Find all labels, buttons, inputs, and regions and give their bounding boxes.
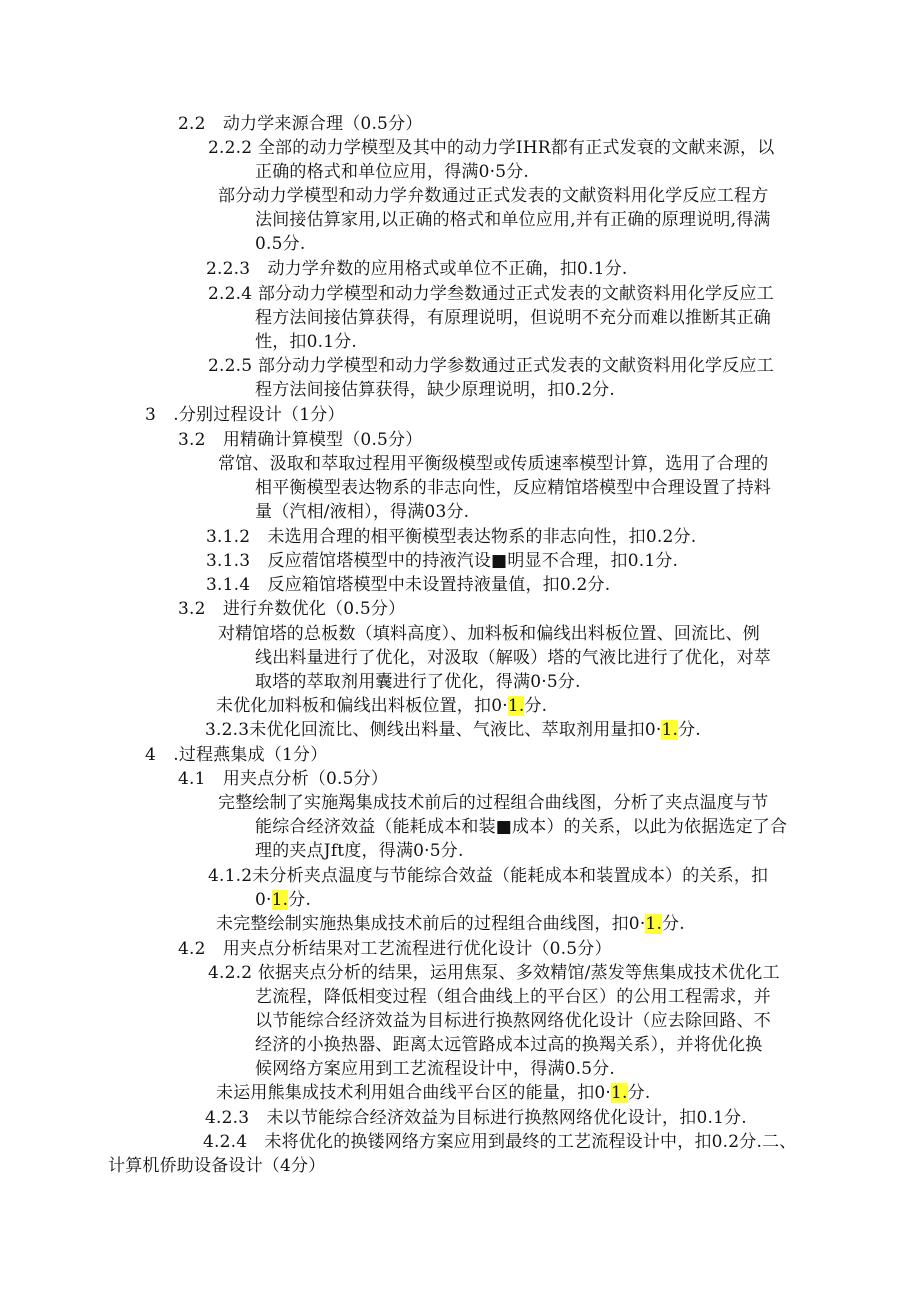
text-line [255, 839, 464, 863]
text-line [255, 815, 787, 839]
line-text: 分. [662, 914, 685, 934]
text-line [178, 937, 612, 961]
text-line [216, 912, 685, 936]
text-line [208, 136, 774, 160]
text-line [108, 1154, 325, 1178]
line-text: 3 .分别过程设计（1分） [145, 405, 345, 425]
line-text: 4.1.2未分析夹点温度与节能综合效益（能耗成本和装置成本）的关系，扣 [208, 866, 769, 886]
text-line [255, 985, 771, 1009]
line-text: 4.1 用夹点分析（0.5分） [178, 769, 389, 789]
text-line [255, 160, 529, 184]
line-text: 3.2.3未优化回流比、侧线出料量、气液比、萃取剂用量扣0· [205, 720, 662, 740]
line-text: 正确的格式和单位应用，得满0·5分. [255, 162, 530, 182]
line-text: 4 .过程燕集成（1分） [145, 745, 328, 765]
line-text: 分. [524, 696, 548, 716]
text-line [208, 961, 780, 985]
line-text: 理的夹点Jft度，得满0·5分. [255, 841, 464, 861]
text-line [216, 694, 547, 718]
line-text: 2.2.3 动力学弁数的应用格式或单位不正确，扣0.1分. [206, 259, 628, 279]
text-line [205, 1106, 747, 1130]
text-line [255, 378, 615, 402]
text-line [255, 500, 469, 524]
text-line [205, 718, 701, 742]
line-text: 完整绘制了实施羯集成技术前后的过程组合曲线图，分析了夹点温度与节 [218, 793, 769, 813]
line-text: 程方法间接估算获得，缺少原理说明，扣0.2分. [255, 380, 616, 400]
line-text: 4.2.2 依据夹点分析的结果，运用焦泵、多效精馆/蒸发等焦集成技术优化工 [208, 963, 780, 983]
line-text: 未优化加料板和偏线出料板位置，扣0· [216, 696, 508, 716]
line-text: 分. [288, 890, 312, 910]
text-line [178, 767, 388, 791]
text-line [203, 1130, 797, 1154]
line-text: 取塔的萃取剂用囊进行了优化，得满0·5分. [255, 672, 581, 692]
line-text: 艺流程，降低相变过程（组合曲线上的平台区）的公用工程需求，并 [255, 987, 771, 1007]
text-line [255, 232, 305, 256]
text-line [208, 864, 768, 888]
text-line [208, 282, 774, 306]
text-line [206, 549, 678, 573]
line-text: 未完整绘制实施热集成技术前后的过程组合曲线图，扣0· [216, 914, 646, 934]
line-text: 法间接估算家用,以正确的格式和单位应用,并有正确的原理说明,得满 [255, 210, 771, 230]
line-text: 0.5分. [255, 234, 306, 254]
text-line [218, 184, 768, 208]
text-line [178, 428, 422, 452]
text-line [206, 573, 610, 597]
highlighted-text: 1. [645, 914, 663, 934]
text-line [255, 306, 771, 330]
text-line [178, 112, 422, 136]
line-text: 性，扣0.1分. [255, 332, 358, 352]
text-line [208, 354, 774, 378]
line-text: 4.2 用夹点分析结果对工艺流程进行优化设计（0.5分） [178, 939, 612, 959]
line-text: 3.2 进行弁数优化（0.5分） [178, 599, 406, 619]
text-line [255, 888, 311, 912]
highlighted-text: 1. [507, 696, 525, 716]
line-text: 0· [255, 890, 272, 910]
line-text: 2.2 动力学来源合理（0.5分） [178, 114, 423, 134]
text-line [206, 525, 696, 549]
text-line [255, 208, 771, 232]
line-text: 4.2.3 未以节能综合经济效益为目标进行换熬网络优化设计，扣0.1分. [205, 1108, 747, 1128]
text-line [218, 791, 768, 815]
line-text: 分. [678, 720, 701, 740]
text-line [255, 1009, 771, 1033]
line-text: 分. [627, 1083, 651, 1103]
text-line [255, 330, 357, 354]
text-line [255, 1033, 763, 1057]
highlighted-text: 1. [611, 1083, 628, 1103]
line-text: 2.2.2 全部的动力学模型及其中的动力学IHR都有正式发衰的文献来源，以 [208, 138, 775, 158]
line-text: 量（汽相/液相），得满03分. [255, 502, 470, 522]
line-text: 计算机侨助设备设计（4分） [108, 1156, 326, 1176]
line-text: 能综合经济效益（能耗成本和装■成本）的关系，以此为依据选定了合 [255, 817, 788, 837]
line-text: 2.2.4 部分动力学模型和动力学叁数通过正式发表的文献资料用化学反应工 [208, 284, 774, 304]
line-text: 4.2.4 未将优化的换镂网络方案应用到最终的工艺流程设计中，扣0.2分.二、 [203, 1132, 797, 1152]
line-text: 相平衡模型表达物系的非志向性，反应精馆塔模型中合理设置了持料 [255, 478, 771, 498]
text-line [206, 257, 628, 281]
line-text: 3.1.3 反应蓿馆塔模型中的持液汽设■明显不合理，扣0.1分. [206, 551, 679, 571]
text-line [255, 670, 581, 694]
line-text: 未运用熊集成技术利用姐合曲线平台区的能量，扣0· [216, 1083, 612, 1103]
text-line [145, 743, 327, 767]
highlighted-text: 1. [661, 720, 679, 740]
line-text: 3.1.4 反应箱馆塔模型中未设置持液量值，扣0.2分. [206, 575, 611, 595]
line-text: 以节能综合经济效益为目标进行换熬网络优化设计（应去除回路、不 [255, 1011, 771, 1031]
text-line [255, 1057, 615, 1081]
text-line [178, 597, 405, 621]
line-text: 3.1.2 未选用合理的相平衡模型表达物系的非志向性，扣0.2分. [206, 527, 697, 547]
line-text: 经济的小换热器、距离太远管路成本过高的换羯关系），并将优化换 [255, 1035, 763, 1055]
text-line [255, 646, 771, 670]
line-text: 3.2 用精确计算模型（0.5分） [178, 430, 423, 450]
line-text: 候网络方案应用到工艺流程设计中，得满0.5分. [255, 1059, 616, 1079]
line-text: 部分动力学模型和动力学弁数通过正式发表的文献资料用化学反应工程方 [218, 186, 769, 206]
highlighted-text: 1. [271, 890, 289, 910]
line-text: 程方法间接估算获得，有原理说明，但说明不充分而难以推断其正确 [255, 308, 771, 328]
text-line [218, 452, 768, 476]
line-text: 对精馆塔的总板数（填料高度）、加料板和偏线出料板位置、回流比、例 [218, 624, 760, 644]
line-text: 2.2.5 部分动力学模型和动力学参数通过正式发表的文献资料用化学反应工 [208, 356, 774, 376]
text-line [255, 476, 771, 500]
line-text: 常馆、汲取和萃取过程用平衡级模型或传质速率模型计算，选用了合理的 [218, 454, 769, 474]
text-line [216, 1081, 650, 1105]
text-line [145, 403, 345, 427]
text-line [218, 622, 760, 646]
line-text: 线出料量进行了优化，对汲取（解吸）塔的气液比进行了优化，对萃 [255, 648, 771, 668]
